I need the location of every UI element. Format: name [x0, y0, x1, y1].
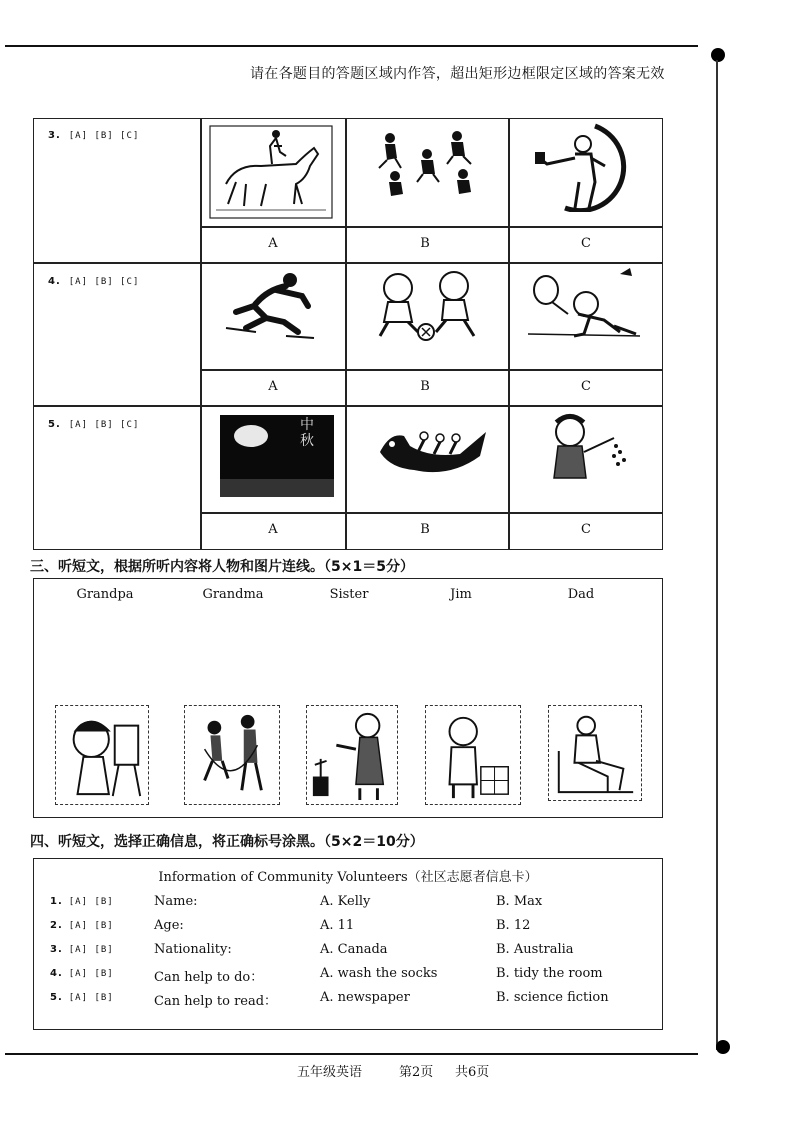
option-label: B [420, 379, 430, 394]
row-divider [33, 405, 663, 407]
spring-festival-picture [530, 412, 640, 492]
number-text: 4. [50, 968, 63, 979]
section-4-title: 四、听短文，选择正确信息，将正确标号涂黑。（5×2＝10分） [30, 834, 424, 850]
option-b: B. tidy the room [496, 966, 603, 981]
row-number [50, 920, 114, 931]
option-a: A. Kelly [320, 894, 371, 909]
horse-riding-picture [206, 124, 336, 222]
footer-subject: 五年级英语 [297, 1065, 363, 1080]
grandma-watering-picture[interactable] [306, 705, 398, 805]
row-number [50, 944, 114, 955]
speed-skating-picture [206, 266, 326, 346]
row-number [50, 992, 114, 1003]
option-label: C [581, 379, 591, 394]
section-3-title: 三、听短文，根据所听内容将人物和图片连线。（5×1＝5分） [30, 559, 414, 575]
col-divider [200, 118, 202, 550]
top-rule [5, 45, 698, 47]
row-number [50, 968, 114, 979]
col-divider [345, 118, 347, 550]
option-a: A. wash the socks [320, 966, 438, 981]
dragon-boat-picture [370, 412, 494, 492]
label-divider [200, 369, 663, 371]
answer-bubbles[interactable]: [A] [B] [C] [68, 131, 140, 141]
field-label: Age: [154, 918, 184, 933]
dad-sofa-picture[interactable] [548, 705, 642, 801]
question-number: 3. [48, 130, 61, 141]
footer-total: 共6页 [455, 1065, 490, 1080]
field-label: Can help to read： [154, 994, 278, 1009]
kids-jump-rope-picture[interactable] [184, 705, 280, 805]
moon-icon [234, 425, 268, 447]
moon-characters: 中秋 [300, 417, 314, 449]
tai-chi-picture [525, 122, 640, 212]
number-text: 5. [50, 992, 63, 1003]
option-b: B. Australia [496, 942, 574, 957]
option-b: B. science fiction [496, 990, 609, 1005]
col-divider [508, 118, 510, 550]
option-a: A. 11 [320, 918, 355, 933]
option-label: A [268, 379, 278, 394]
answer-area-notice: 请在各题目的答题区域内作答，超出矩形边框限定区域的答案无效 [250, 66, 665, 82]
person-name: Jim [450, 587, 472, 602]
label-divider [200, 226, 663, 228]
option-label: A [268, 236, 278, 251]
answer-bubbles[interactable]: [A] [B] [68, 921, 114, 931]
field-label: Name: [154, 894, 198, 909]
option-b: B. 12 [496, 918, 531, 933]
answer-bubbles[interactable]: [A] [B] [68, 945, 114, 955]
answer-bubbles[interactable]: [A] [B] [C] [68, 420, 140, 430]
registration-dot-top [711, 48, 725, 62]
number-text: 3. [50, 944, 63, 955]
number-text: 1. [50, 896, 63, 907]
option-label: A [268, 522, 278, 537]
option-label: C [581, 522, 591, 537]
footer-page: 第2页 [399, 1065, 434, 1080]
answer-bubbles[interactable]: [A] [B] [68, 897, 114, 907]
ground-silhouette [220, 479, 334, 497]
registration-dot-bottom [716, 1040, 730, 1054]
mid-autumn-picture [220, 415, 334, 497]
number-text: 2. [50, 920, 63, 931]
answer-bubbles[interactable]: [A] [B] [68, 993, 114, 1003]
question-3-label [48, 130, 139, 141]
question-number: 5. [48, 419, 61, 430]
field-label: Nationality: [154, 942, 232, 957]
girl-painting-picture[interactable] [55, 705, 149, 805]
answer-bubbles[interactable]: [A] [B] [C] [68, 277, 140, 287]
option-a: A. Canada [320, 942, 388, 957]
option-label: C [581, 236, 591, 251]
option-a: A. newspaper [320, 990, 410, 1005]
row-number [50, 896, 114, 907]
person-name: Dad [567, 587, 595, 602]
option-label: B [420, 522, 430, 537]
person-name: Grandpa [76, 587, 134, 602]
option-b: B. Max [496, 894, 543, 909]
card-title: Information of Community Volunteers（社区志愿者信息卡） [158, 870, 538, 885]
question-number: 4. [48, 276, 61, 287]
person-name: Grandma [202, 587, 264, 602]
field-label: Can help to do： [154, 970, 264, 985]
question-5-label [48, 419, 139, 430]
person-name: Sister [329, 587, 369, 602]
football-picture [362, 266, 492, 344]
page-edge-line [716, 60, 718, 1050]
answer-bubbles[interactable]: [A] [B] [68, 969, 114, 979]
ice-hockey-picture [365, 124, 490, 204]
option-label: B [420, 236, 430, 251]
badminton-picture [524, 264, 644, 342]
question-4-label [48, 276, 139, 287]
grandpa-chess-picture[interactable] [425, 705, 521, 805]
bottom-rule [5, 1053, 698, 1055]
label-divider [200, 512, 663, 514]
